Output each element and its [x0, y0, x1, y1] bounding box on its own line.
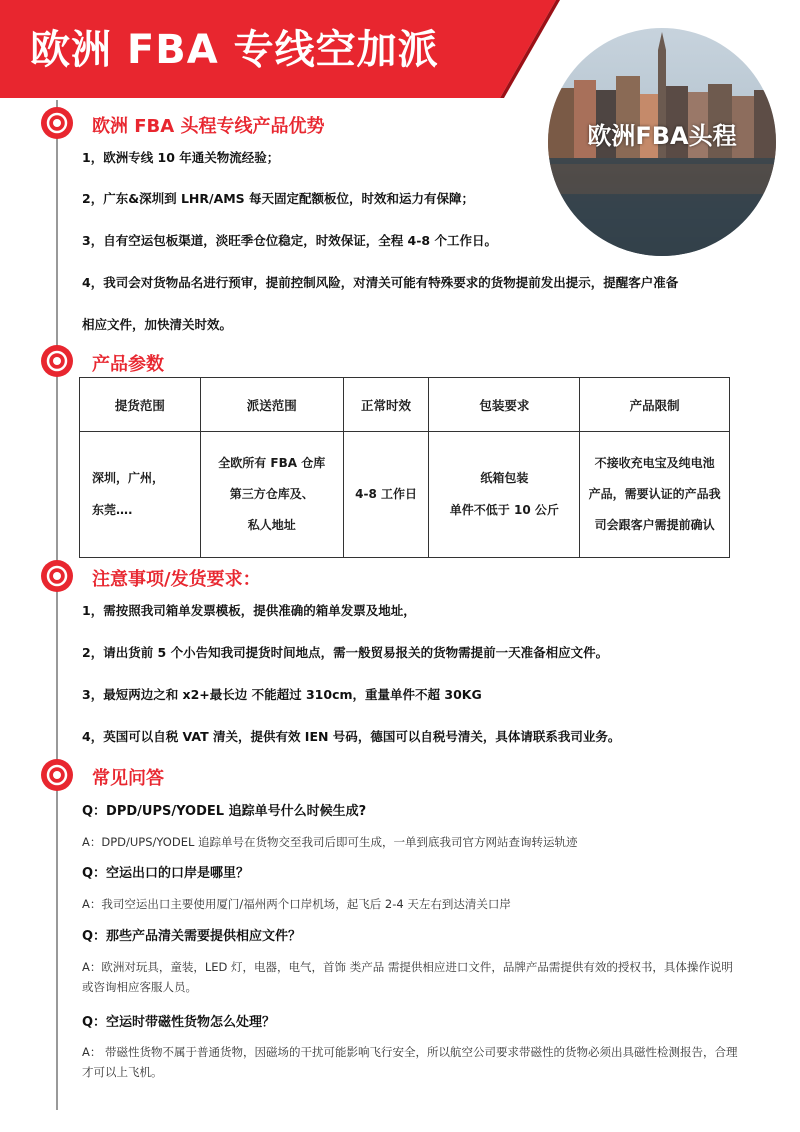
section-marker-icon — [40, 106, 74, 140]
header-banner — [0, 0, 560, 98]
city-photo — [548, 28, 776, 256]
advantages-title: 欧洲 FBA 头程专线产品优势 — [92, 116, 325, 137]
note-item: 1，需按照我司箱单发票模板，提供准确的箱单发票及地址， — [82, 603, 416, 618]
faq-question: Q：空运出口的口岸是哪里？ — [82, 866, 250, 881]
table-header: 包装要求 — [429, 378, 580, 432]
page-title: 欧洲 FBA 专线空加派 — [30, 27, 439, 73]
faq-answer: A：我司空运出口主要使用厦门/福州两个口岸机场，起飞后 2-4 天左右到达清关口岸 — [82, 897, 511, 911]
product-params-table — [79, 377, 730, 558]
params-title: 产品参数 — [92, 354, 164, 375]
cell-line: 深圳，广州， — [92, 471, 165, 486]
faq-title: 常见问答 — [92, 768, 164, 789]
cell-line: 纸箱包装 — [480, 471, 529, 486]
cell-line: 东莞…. — [92, 502, 133, 517]
faq-answer: A： 带磁性货物不属于普通货物，因磁场的干扰可能影响飞行安全，所以航空公司要求带磁性的货物必须出具磁性检测报告，合理才可以上飞机。 — [82, 1045, 738, 1080]
cell-line: 单件不低于 10 公斤 — [449, 502, 559, 517]
table-header: 产品限制 — [580, 378, 730, 432]
advantage-item: 3，自有空运包板渠道，淡旺季仓位稳定，时效保证，全程 4-8 个工作日。 — [82, 233, 497, 248]
faq-question: Q：那些产品清关需要提供相应文件？ — [82, 929, 302, 944]
time-cell: 4-8 工作日 — [343, 432, 429, 558]
advantage-item: 1，欧洲专线 10 年通关物流经验； — [82, 150, 280, 165]
note-item: 3，最短两边之和 x2+最长边 不能超过 310cm，重量单件不超 30KG — [82, 687, 482, 702]
table-header: 派送范围 — [200, 378, 343, 432]
delivery-cell — [200, 432, 343, 558]
cell-line: 第三方仓库及、 — [229, 486, 314, 501]
advantage-item: 4，我司会对货物品名进行预审，提前控制风险，对清关可能有特殊要求的货物提前发出提示，提醒客户准备 — [82, 275, 679, 290]
advantage-item: 相应文件，加快清关时效。 — [82, 317, 233, 332]
cell-line: 产品，需要认证的产品我 — [588, 486, 721, 501]
cell-line: 全欧所有 FBA 仓库 — [218, 455, 326, 470]
table-header: 提货范围 — [80, 378, 201, 432]
faq-question: Q：空运时带磁性货物怎么处理？ — [82, 1015, 276, 1030]
faq-answer: A：DPD/UPS/YODEL 追踪单号在货物交至我司后即可生成，一单到底我司官方网站查询转运轨迹 — [82, 835, 578, 849]
advantage-item: 2，广东&深圳到 LHR/AMS 每天固定配额板位，时效和运力有保障； — [82, 191, 475, 206]
cell-line: 不接收充电宝及纯电池 — [594, 455, 715, 470]
table-header: 正常时效 — [343, 378, 429, 432]
section-marker-icon — [40, 344, 74, 378]
packing-cell — [429, 432, 580, 558]
section-marker-icon — [40, 559, 74, 593]
pickup-cell — [80, 432, 201, 558]
table-row — [80, 432, 730, 558]
note-item: 2，请出货前 5 个小告知我司提货时间地点，需一般贸易报关的货物需提前一天准备相应文件。 — [82, 645, 609, 660]
faq-question: Q：DPD/UPS/YODEL 追踪单号什么时候生成? — [82, 804, 367, 819]
notes-title: 注意事项/发货要求： — [92, 569, 261, 590]
table-header-row — [80, 378, 730, 432]
note-item: 4，英国可以自税 VAT 清关，提供有效 IEN 号码，德国可以自税号清关，具体请联系我司业务。 — [82, 729, 621, 744]
cell-line: 司会跟客户需提前确认 — [594, 518, 715, 533]
section-marker-icon — [40, 758, 74, 792]
photo-label: 欧洲FBA头程 — [587, 122, 737, 150]
faq-answer: A：欧洲对玩具，童装，LED 灯，电器，电气，首饰 类产品 需提供相应进口文件，品牌产品需提供有效的授权书，具体操作说明或咨询相应客服人员。 — [82, 960, 733, 995]
timeline-line — [56, 100, 58, 1110]
limits-cell — [580, 432, 730, 558]
cell-line: 私人地址 — [247, 518, 296, 533]
